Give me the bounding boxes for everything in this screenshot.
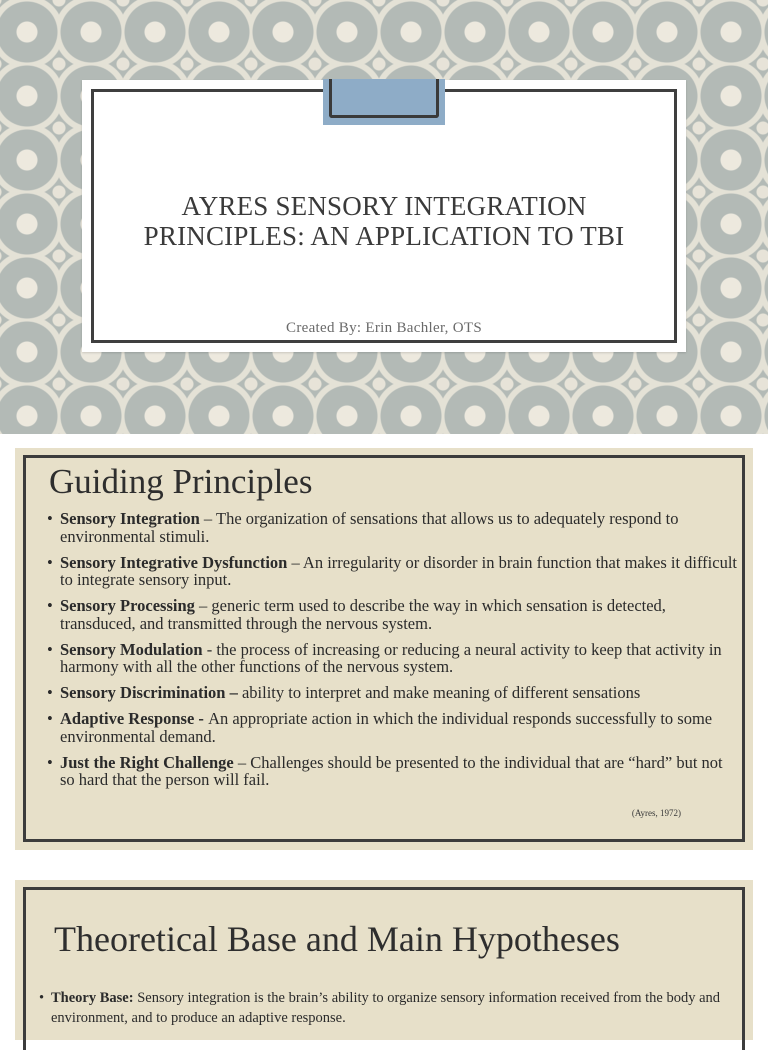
- list-item: [47, 554, 737, 589]
- citation: (Ayres, 1972): [631, 808, 681, 818]
- list-item: [47, 754, 737, 789]
- bullet-icon: •: [47, 552, 53, 572]
- separator: –: [291, 552, 303, 572]
- theory-list: [39, 988, 749, 1028]
- definition: Sensory integration is the brain’s ability to organize sensory information received from the body and environment, and to produce an adaptive response.: [51, 990, 720, 1026]
- title-accent-tab: [323, 79, 445, 125]
- list-item: [47, 597, 737, 632]
- title-frame: [91, 89, 677, 343]
- definition: Challenges should be presented to the individual that are “hard” but not so hard that the person will fail.: [60, 752, 723, 789]
- slide-heading: Theoretical Base and Main Hypotheses: [54, 919, 620, 959]
- definition: An appropriate action in which the individual responds successfully to some environmental demand.: [60, 709, 713, 746]
- list-item: [47, 641, 737, 676]
- title-accent-tab-outline: [329, 79, 439, 118]
- slide-heading: Guiding Principles: [49, 462, 313, 501]
- definition: An irregularity or disorder in brain function that makes it difficult to integrate sensory input.: [60, 552, 738, 589]
- term: Sensory Discrimination –: [60, 683, 242, 702]
- slide-title-line-1: AYRES SENSORY INTEGRATION: [181, 191, 587, 221]
- term: Sensory Integration: [60, 509, 204, 528]
- bullet-icon: •: [39, 990, 45, 1006]
- bullet-icon: •: [47, 639, 53, 659]
- bullet-icon: •: [47, 752, 53, 772]
- term: Just the Right Challenge: [60, 752, 238, 772]
- bullet-icon: •: [47, 709, 53, 728]
- bullet-icon: •: [47, 509, 53, 528]
- list-item: [47, 510, 737, 545]
- term: Sensory Modulation: [60, 639, 207, 659]
- separator: –: [199, 596, 212, 615]
- list-item: [47, 710, 737, 745]
- slide-title: [94, 191, 674, 251]
- title-slide: [0, 0, 768, 434]
- term: Theory Base:: [51, 990, 134, 1006]
- definition: ability to interpret and make meaning of different sensations: [241, 683, 641, 702]
- definition: generic term used to describe the way in which sensation is detected, transduced, and transmitted through the nervous system.: [60, 596, 666, 633]
- list-item: [47, 684, 737, 702]
- separator: -: [206, 639, 217, 659]
- slide-subtitle: Created By: Erin Bachler, OTS: [286, 320, 482, 336]
- definition: the process of increasing or reducing a neural activity to keep that activity in harmony with all the other functions of the nervous system.: [60, 639, 722, 676]
- definition: The organization of sensations that allows us to adequately respond to environmental stimuli.: [60, 509, 679, 546]
- separator: –: [237, 752, 251, 772]
- term: Adaptive Response -: [60, 709, 209, 728]
- theoretical-base-slide: [15, 880, 753, 1040]
- bullet-icon: •: [47, 596, 53, 615]
- guiding-principles-slide: [15, 448, 753, 850]
- slide-title-line-2: PRINCIPLES: AN APPLICATION TO TBI: [143, 221, 625, 251]
- title-card: [82, 80, 686, 352]
- principles-list: [47, 510, 737, 797]
- separator: –: [203, 509, 216, 528]
- term: Sensory Integrative Dysfunction: [60, 552, 292, 572]
- list-item: [39, 988, 749, 1028]
- term: Sensory Processing: [60, 596, 200, 615]
- bullet-icon: •: [47, 683, 53, 702]
